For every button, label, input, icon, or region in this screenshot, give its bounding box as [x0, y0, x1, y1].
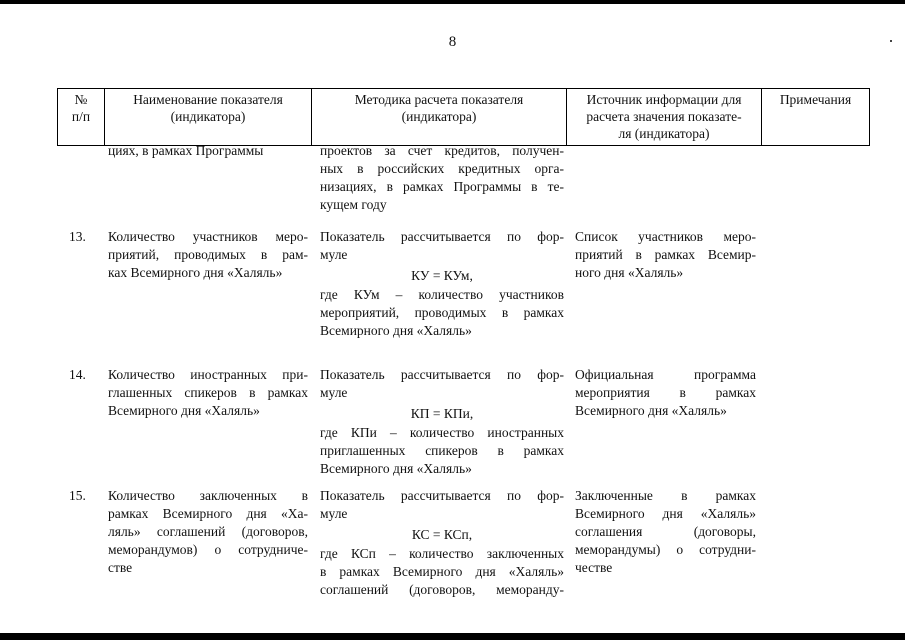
text-line: приятий в рамках Всемир-	[575, 247, 756, 262]
header-notes-line: Примечания	[779, 92, 852, 107]
text-line: циях, в рамках Программы	[108, 143, 264, 158]
text-line: рамках Всемирного дня «Ха-	[108, 506, 308, 521]
text-line: проектов за счет кредитов, получен-	[320, 143, 564, 158]
information-source	[575, 366, 756, 420]
header-name	[105, 89, 312, 146]
indicator-name	[108, 487, 308, 577]
text-line: Количество иностранных при-	[108, 367, 308, 382]
scan-top-border	[0, 0, 905, 4]
text-line: муле	[320, 385, 348, 400]
text-line: Всемирного дня «Халяль»	[320, 323, 472, 338]
header-method	[312, 89, 567, 146]
text-line: кущем году	[320, 197, 387, 212]
text-line: Всемирного дня «Халяль»	[575, 506, 756, 521]
header-method-line: Методика расчета показателя	[354, 92, 524, 107]
calculation-method	[320, 487, 564, 599]
table-header	[57, 88, 870, 146]
text-line: мероприятий, проводимых в рамках	[320, 305, 564, 320]
text-line: муле	[320, 247, 348, 262]
text-line: Официальная программа	[575, 367, 756, 382]
information-source	[575, 487, 756, 577]
calculation-method	[320, 366, 564, 478]
row-number: 13.	[69, 229, 86, 244]
header-number-line: №	[74, 92, 88, 107]
formula: КС = КСп,	[411, 527, 473, 542]
formula: КУ = КУм,	[411, 268, 473, 283]
text-line: Количество заключенных в	[108, 488, 308, 503]
header-name-line: (индикатора)	[170, 109, 246, 124]
text-line: где КУм – количество участников	[320, 287, 564, 302]
continuation-method	[320, 142, 564, 214]
text-line: где КПи – количество иностранных	[320, 425, 564, 440]
header-source-line: ля (индикатора)	[618, 126, 710, 141]
header-source-line: расчета значения показате-	[586, 109, 742, 124]
text-line: приятий, проводимых в рам-	[108, 247, 308, 262]
page-number: 8	[448, 34, 457, 50]
text-line: глашенных спикеров в рамках	[108, 385, 308, 400]
text-line: Всемирного дня «Халяль»	[108, 403, 260, 418]
text-line: где КСп – количество заключенных	[320, 546, 564, 561]
header-method-line: (индикатора)	[401, 109, 477, 124]
continuation-name	[108, 142, 308, 160]
text-line: ного дня «Халяль»	[575, 265, 684, 280]
indicator-name	[108, 366, 308, 420]
text-line: мероприятия в рамках	[575, 385, 756, 400]
header-source-line: Источник информации для	[586, 92, 742, 107]
text-line: честве	[575, 560, 613, 575]
header-source	[567, 89, 762, 146]
text-line: стве	[108, 560, 133, 575]
header-number	[58, 89, 105, 146]
text-line: меморандумы) о сотрудни-	[575, 542, 756, 557]
text-line: ных в российских кредитных орга-	[320, 161, 564, 176]
table-header-row	[58, 89, 870, 146]
calculation-method	[320, 228, 564, 340]
header-notes	[762, 89, 870, 146]
text-line: Показатель рассчитывается по фор-	[320, 367, 564, 382]
scan-bottom-border	[0, 633, 905, 640]
text-line: низациях, в рамках Программы в те-	[320, 179, 564, 194]
formula: КП = КПи,	[410, 406, 474, 421]
text-line: Показатель рассчитывается по фор-	[320, 229, 564, 244]
text-line: Заключенные в рамках	[575, 488, 756, 503]
row-number: 14.	[69, 367, 86, 382]
text-line: ках Всемирного дня «Халяль»	[108, 265, 283, 280]
text-line: соглашения (договоры,	[575, 524, 756, 539]
text-line: соглашений (договоров, меморанду-	[320, 582, 564, 597]
text-line: Всемирного дня «Халяль»	[575, 403, 727, 418]
information-source	[575, 228, 756, 282]
text-line: Всемирного дня «Халяль»	[320, 461, 472, 476]
text-line: в рамках Всемирного дня «Халяль»	[320, 564, 564, 579]
text-line: Список участников меро-	[575, 229, 756, 244]
header-number-line: п/п	[71, 109, 91, 124]
header-name-line: Наименование показателя	[133, 92, 283, 107]
row-number: 15.	[69, 488, 86, 503]
text-line: Показатель рассчитывается по фор-	[320, 488, 564, 503]
indicator-name	[108, 228, 308, 282]
text-line: ляль» соглашений (договоров,	[108, 524, 308, 539]
text-line: приглашенных спикеров в рамках	[320, 443, 564, 458]
text-line: муле	[320, 506, 348, 521]
text-line: меморандумов) о сотрудниче-	[108, 542, 308, 557]
text-line: Количество участников меро-	[108, 229, 308, 244]
